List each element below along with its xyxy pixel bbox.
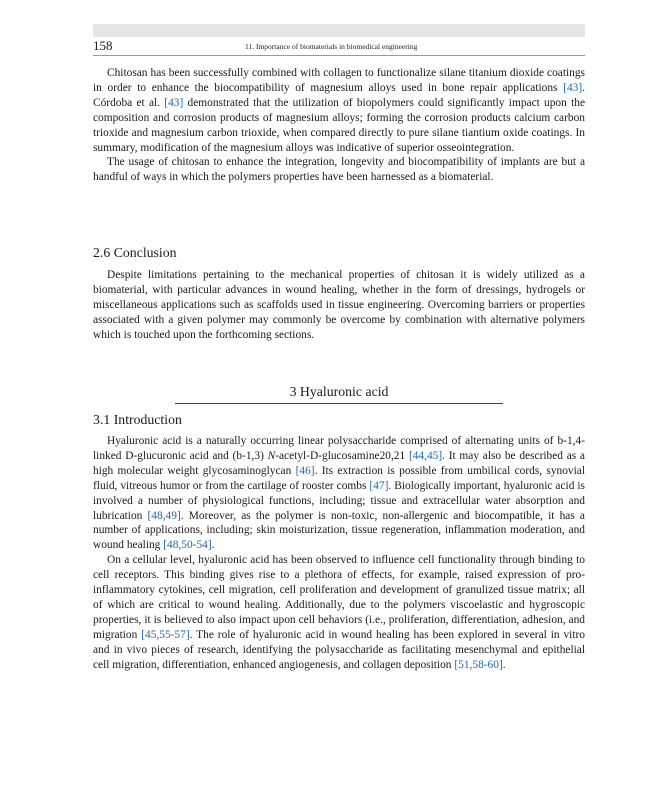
text-run: . It may also be described as a high molecular weight glycosaminoglycan <box>93 449 585 477</box>
section-heading-conclusion: 2.6 Conclusion <box>93 245 177 260</box>
body-block-1 <box>93 66 585 185</box>
paragraph-chitosan-collagen <box>93 66 585 155</box>
text-run: . Biologically important, hyaluronic acid is involved a number of physiological functions, including; tissue and extracellular water absorption and lubrication <box>93 479 585 522</box>
citation-link[interactable]: [44,45] <box>408 449 443 462</box>
text-run: . Moreover, as the polymer is non-toxic, non-allergenic and biocompatible, it has a number of applications, including; skin moisturization, tissue regeneration, inflammation moderation, and wound healing <box>93 509 585 552</box>
text-run: . <box>211 539 215 552</box>
citation-link[interactable]: [43] <box>164 96 184 109</box>
italic-run: N <box>267 449 276 462</box>
text-run: . Córdoba et al. <box>93 81 585 109</box>
chapter-rule <box>175 403 503 404</box>
text-run: . <box>502 658 506 671</box>
citation-link[interactable]: [43] <box>563 81 583 94</box>
text-run: . The role of hyaluronic acid in wound healing has been explored in several in vitro and in vivo pieces of research, identifying the polysaccharide as facilitating mesenchymal and epithelial cell migration, differentiation, enhanced angiogenesis, and collagen deposition <box>93 628 585 671</box>
citation-link[interactable]: [48,49] <box>147 509 181 522</box>
running-title: 11. Importance of biomaterials in biomedical engineering <box>245 42 418 51</box>
chapter-heading-hyaluronic-acid: 3 Hyaluronic acid <box>289 384 389 399</box>
paragraph-hyaluronic-cellular <box>93 553 585 672</box>
text-run: Chitosan has been successfully combined with collagen to functionalize silane titanium dioxide coatings in order to enhance the biocompatibility of magnesium alloys used in bone repair applications <box>93 67 585 94</box>
text-run: On a cellular level, hyaluronic acid has been observed to influence cell functionality through binding to cell receptors. This binding gives rise to a plethora of effects, for example, raised expression of pro-inflammatory cytokines, cell migration, cell proliferation and development of granulized tissue matrix; all of which are critical to wound healing. Additionally, due to the polymers viscoelastic and hygroscopic properties, it is believed to also impact upon cell behaviors (i.e., proliferation, differentiation, adhesion, and migration <box>93 554 585 641</box>
body-block-introduction <box>93 434 585 673</box>
citation-link[interactable]: [46] <box>295 464 315 477</box>
citation-link[interactable]: [51,58-60] <box>454 658 503 671</box>
paragraph-chitosan-usage: The usage of chitosan to enhance the integration, longevity and biocompatibility of implants are but a handful of ways in which the polymers properties have been harnessed as a biomaterial. <box>93 156 585 184</box>
text-run: -acetyl-D-glucosamine20,21 <box>275 449 409 462</box>
citation-link[interactable]: [48,50-54] <box>163 539 212 552</box>
page-header <box>93 37 585 56</box>
text-run: demonstrated that the utilization of biopolymers could significantly impact upon the composition and corrosion products of magnesium alloys; forming the corrosion products calcium carbon trioxide and magnesium carbon trioxide, when compared directly to pure silane tiantium oxide coatings. In summary, modification of the magnesium alloys was indicative of superior osseointegration. <box>93 96 585 154</box>
citation-link[interactable]: [47] <box>369 479 389 492</box>
body-block-conclusion <box>93 268 585 343</box>
paragraph-hyaluronic-intro <box>93 434 585 553</box>
citation-link[interactable]: [45,55-57] <box>141 628 190 641</box>
text-run: Hyaluronic acid is a naturally occurring linear polysaccharide comprised of alternating units of b-1,4-linked D-glucuronic acid and (b-1,3) <box>93 435 585 462</box>
header-bar <box>93 24 585 37</box>
section-heading-introduction: 3.1 Introduction <box>93 412 182 427</box>
page-number: 158 <box>93 38 113 53</box>
text-run: . Its extraction is possible from umbilical cords, synovial fluid, vitreous humor or from the cartilage of rooster combs <box>93 464 585 492</box>
paragraph-conclusion: Despite limitations pertaining to the mechanical properties of chitosan it is widely utilized as a biomaterial, with particular advances in wound healing, whether in the form of dressings, hydrogels or miscellaneous applications such as scaffolds used in tissue engineering. Overcoming barriers or properties associated with a given polymer may commonly be overcome by combination with alternative polymers which is touched upon the forthcoming sections. <box>93 269 585 341</box>
